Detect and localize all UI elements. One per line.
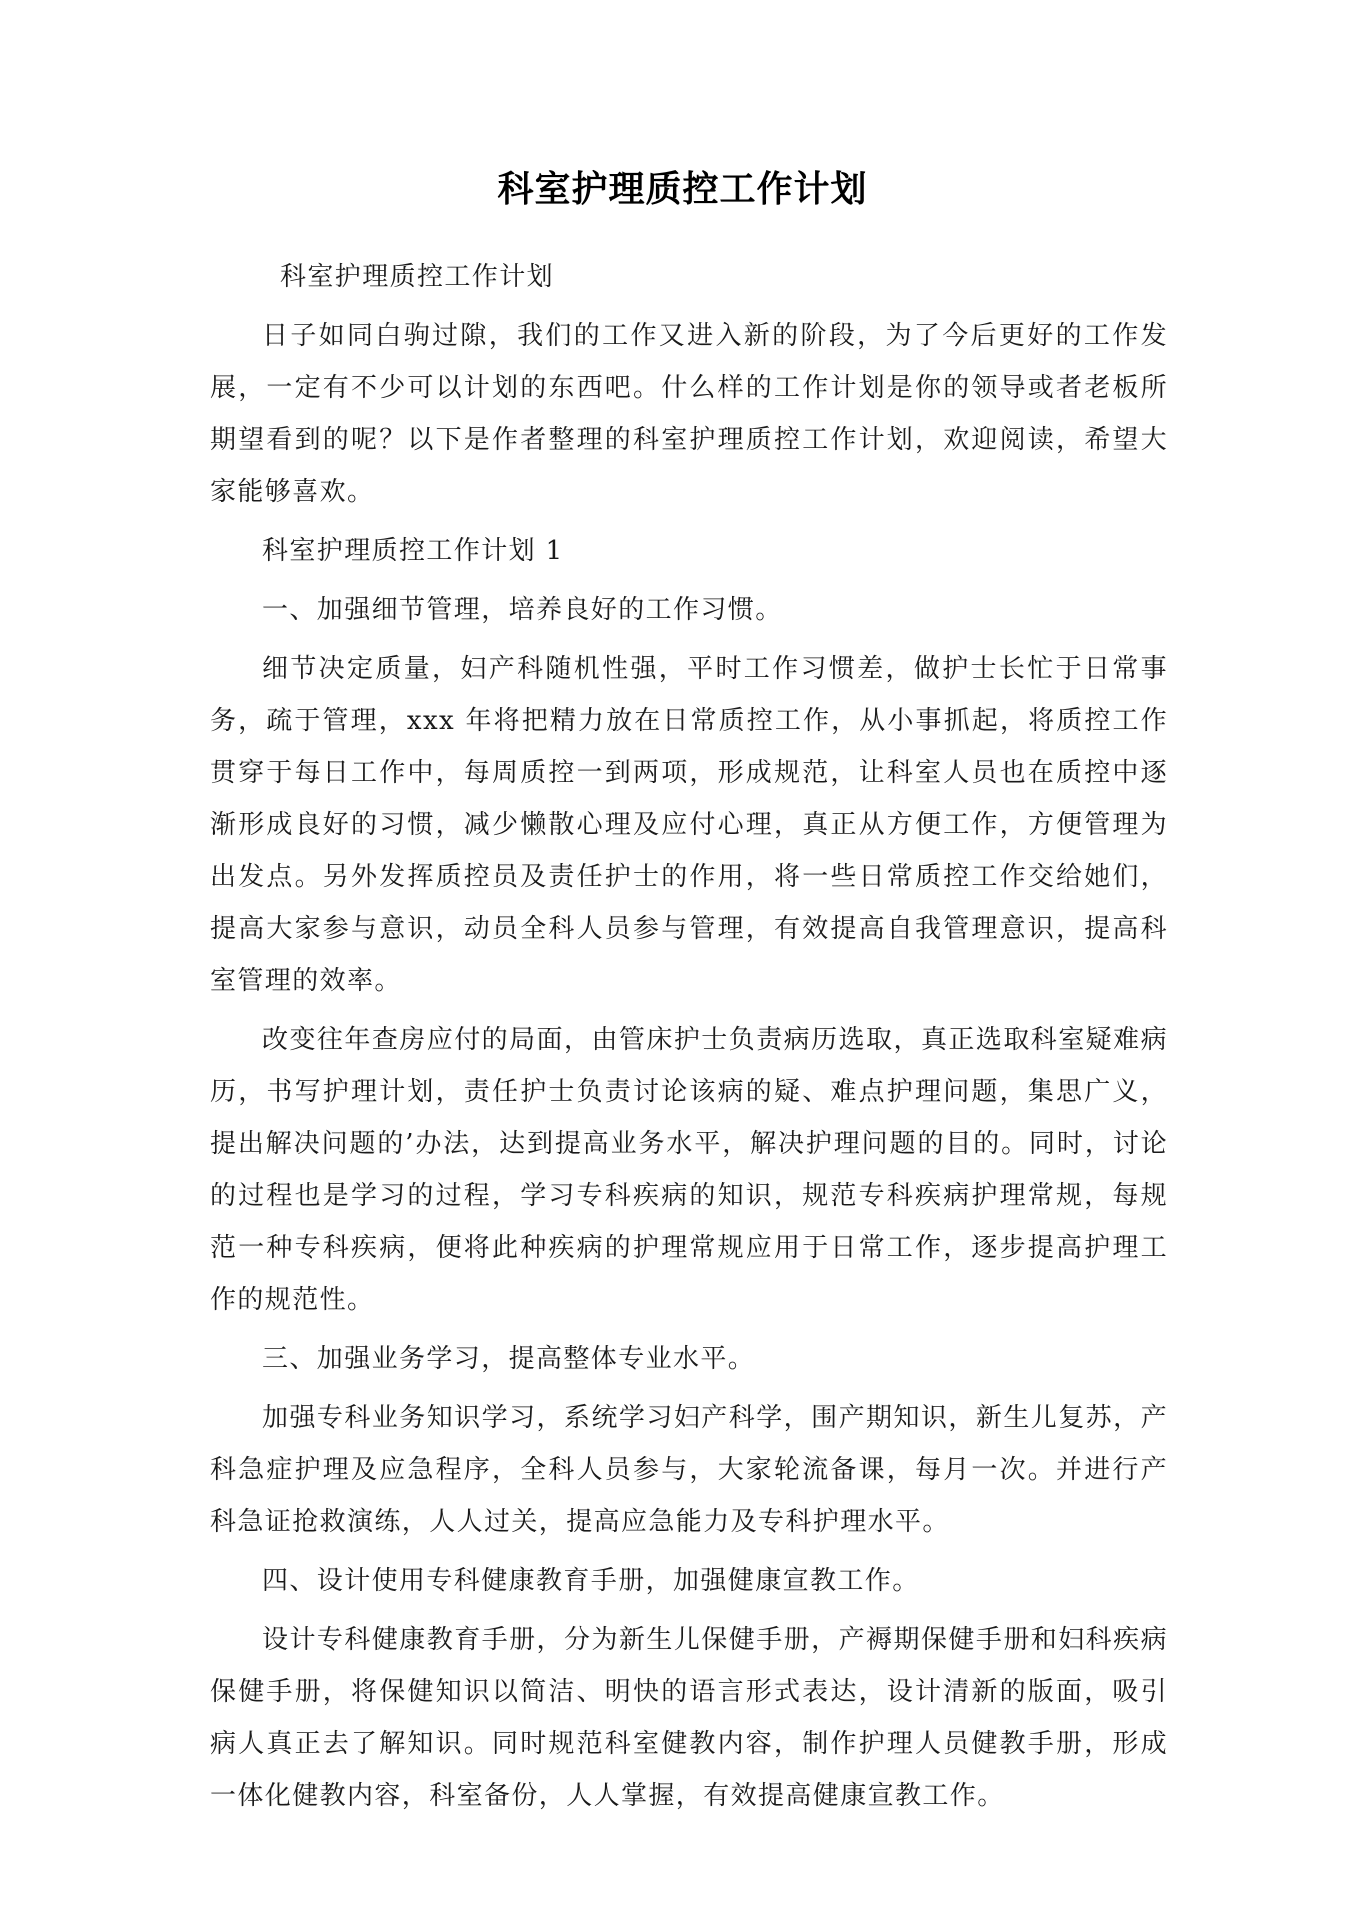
paragraph-body-4: 设计专科健康教育手册，分为新生儿保健手册，产褥期保健手册和妇科疾病保健手册，将保健知识以简洁、明快的语言形式表达，设计清新的版面，吸引病人真正去了解知识。同时规范科室健教内容，制作护理人员健教手册，形成一体化健教内容，科室备份，人人掌握，有效提高健康宣教工作。	[210, 1625, 1168, 1811]
paragraph-subtitle: 科室护理质控工作计划	[280, 262, 555, 292]
paragraph-heading-3: 三、加强业务学习，提高整体专业水平。	[262, 1344, 756, 1374]
paragraph-intro: 日子如同白驹过隙，我们的工作又进入新的阶段，为了今后更好的工作发展，一定有不少可以计划的东西吧。什么样的工作计划是你的领导或者老板所期望看到的呢？以下是作者整理的科室护理质控工作计划，欢迎阅读，希望大家能够喜欢。	[210, 321, 1168, 507]
paragraph-heading-1: 一、加强细节管理，培养良好的工作习惯。	[262, 595, 783, 625]
document-body	[210, 251, 1168, 1822]
document-title: 科室护理质控工作计划	[497, 169, 868, 210]
paragraph-body-1: 细节决定质量，妇产科随机性强，平时工作习惯差，做护士长忙于日常事务，疏于管理，xxx 年将把精力放在日常质控工作，从小事抓起，将质控工作贯穿于每日工作中，每周质控一到两项，形成规范，让科室人员也在质控中逐渐形成良好的习惯，减少懒散心理及应付心理，真正从方便工作，方便管理为出发点。另外发挥质控员及责任护士的作用，将一些日常质控工作交给她们，提高大家参与意识，动员全科人员参与管理，有效提高自我管理意识，提高科室管理的效率。	[210, 654, 1168, 996]
paragraph-body-2: 改变往年查房应付的局面，由管床护士负责病历选取，真正选取科室疑难病历，书写护理计划，责任护士负责讨论该病的疑、难点护理问题，集思广义，提出解决问题的’办法，达到提高业务水平，解决护理问题的目的。同时，讨论的过程也是学习的过程，学习专科疾病的知识，规范专科疾病护理常规，每规范一种专科疾病，便将此种疾病的护理常规应用于日常工作，逐步提高护理工作的规范性。	[210, 1025, 1168, 1315]
paragraph-heading-4: 四、设计使用专科健康教育手册，加强健康宣教工作。	[262, 1566, 920, 1596]
paragraph-body-3: 加强专科业务知识学习，系统学习妇产科学，围产期知识，新生儿复苏，产科急症护理及应急程序，全科人员参与，大家轮流备课，每月一次。并进行产科急证抢救演练，人人过关，提高应急能力及专科护理水平。	[210, 1403, 1168, 1537]
paragraph-section-heading: 科室护理质控工作计划 1	[262, 536, 564, 566]
